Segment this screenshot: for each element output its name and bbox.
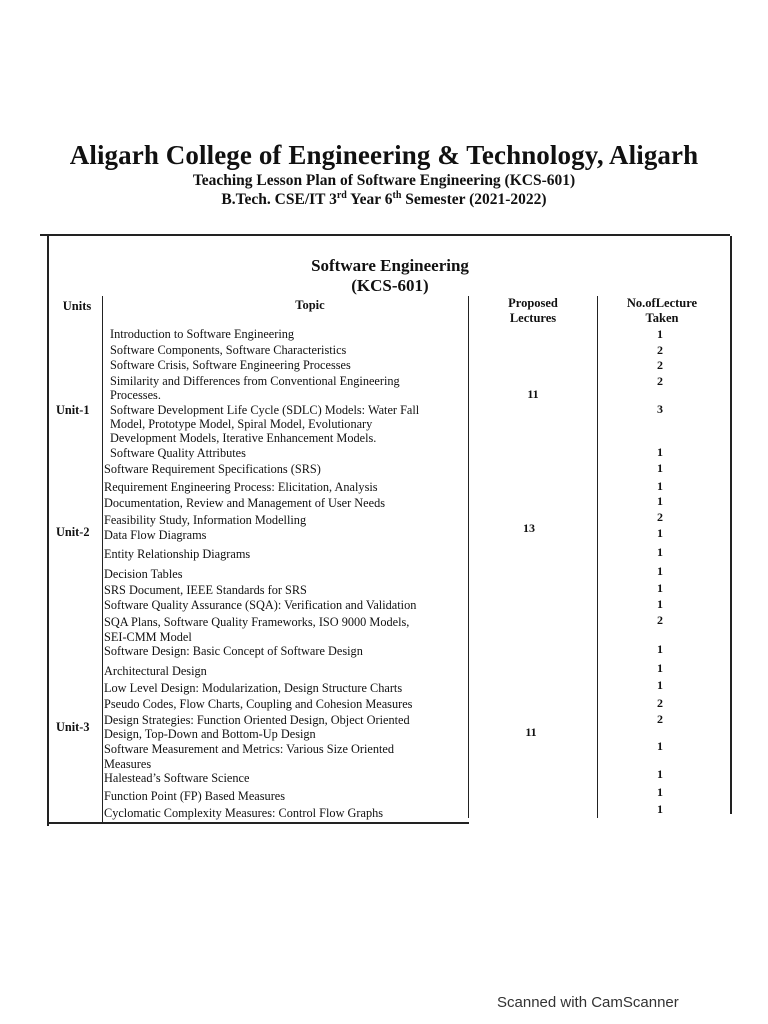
proposed-lectures: 11: [525, 725, 537, 739]
course-prefix: B.Tech. CSE/IT 3: [221, 191, 337, 208]
topic-line: Decision Tables: [104, 567, 183, 581]
topic-line: Software Quality Attributes: [110, 446, 246, 460]
table-bottom-border: [47, 822, 469, 824]
lectures-taken: 1: [657, 526, 663, 540]
lectures-taken: 2: [657, 613, 663, 627]
topic-line: Architectural Design: [104, 664, 207, 678]
topic-line: Function Point (FP) Based Measures: [104, 789, 286, 803]
topic-line: Processes.: [110, 388, 161, 402]
lectures-taken: 2: [657, 358, 663, 372]
lectures-taken: 2: [657, 510, 663, 524]
proposed-lectures: 11: [527, 387, 539, 401]
lectures-taken: 1: [657, 461, 663, 475]
topic-line: Software Design: Basic Concept of Software Design: [104, 644, 363, 658]
proposed-lectures: 13: [523, 521, 535, 535]
lectures-taken: 1: [657, 545, 663, 559]
topic-line: Similarity and Differences from Conventional Engineering: [110, 374, 400, 388]
course-mid: Year 6: [346, 191, 393, 208]
topic-line: Requirement Engineering Process: Elicitation, Analysis: [104, 480, 378, 494]
topic-line: Low Level Design: Modularization, Design Structure Charts: [104, 681, 403, 695]
col-taken-line2: Taken: [645, 311, 679, 325]
topic-line: SRS Document, IEEE Standards for SRS: [104, 583, 307, 597]
col-units-header: Units: [62, 299, 92, 313]
topic-line: Cyclomatic Complexity Measures: Control Flow Graphs: [104, 806, 384, 820]
units-divider: [102, 296, 103, 822]
lectures-taken: 1: [657, 597, 663, 611]
lectures-taken: 1: [657, 642, 663, 656]
lectures-taken: 2: [657, 696, 663, 710]
col-proposed-line1: Proposed: [508, 296, 558, 310]
lectures-taken: 1: [657, 661, 663, 675]
topic-line: Documentation, Review and Management of User Needs: [104, 496, 386, 510]
lectures-taken: 1: [657, 802, 663, 816]
subject-name: Software Engineering: [311, 256, 469, 275]
topic-line: Measures: [104, 757, 152, 771]
table-right-border: [730, 236, 732, 814]
topic-line: SEI-CMM Model: [104, 630, 192, 644]
topic-line: Data Flow Diagrams: [104, 528, 207, 542]
col-proposed-header: [493, 296, 573, 326]
col-taken-line1: No.ofLecture: [626, 296, 698, 310]
course-subtitle: [0, 190, 768, 209]
topic-line: Software Quality Assurance (SQA): Verification and Validation: [104, 598, 417, 612]
topic-divider: [468, 296, 469, 818]
lectures-taken: 1: [657, 739, 663, 753]
lectures-taken: 1: [657, 494, 663, 508]
lectures-taken: 3: [657, 402, 663, 416]
lectures-taken: 1: [657, 327, 663, 341]
lectures-taken: 2: [657, 712, 663, 726]
topic-line: Model, Prototype Model, Spiral Model, Evolutionary: [110, 417, 373, 431]
col-taken-header: [612, 296, 712, 326]
topic-line: Software Components, Software Characteristics: [110, 343, 347, 357]
proposed-divider: [597, 296, 598, 818]
lectures-taken: 1: [657, 678, 663, 692]
lectures-taken: 1: [657, 785, 663, 799]
col-topic-header: Topic: [295, 298, 325, 312]
college-title: Aligarh College of Engineering & Technology, Aligarh: [69, 140, 699, 170]
lectures-taken: 1: [657, 767, 663, 781]
lectures-taken: 2: [657, 343, 663, 357]
topic-line: SQA Plans, Software Quality Frameworks, ISO 9000 Models,: [104, 615, 410, 629]
topic-line: Software Development Life Cycle (SDLC) Models: Water Fall: [110, 403, 420, 417]
unit-label: Unit-1: [56, 403, 90, 417]
topic-line: Entity Relationship Diagrams: [104, 547, 251, 561]
lectures-taken: 1: [657, 445, 663, 459]
topic-line: Design Strategies: Function Oriented Design, Object Oriented: [104, 713, 410, 727]
topic-line: Halestead’s Software Science: [104, 771, 250, 785]
lectures-taken: 1: [657, 479, 663, 493]
topic-line: Software Requirement Specifications (SRS): [104, 462, 321, 476]
course-suffix: Semester (2021-2022): [401, 191, 547, 208]
lectures-taken: 2: [657, 374, 663, 388]
table-left-border: [47, 236, 49, 826]
course-sup1: rd: [336, 190, 347, 201]
topic-line: Software Crisis, Software Engineering Processes: [110, 358, 351, 372]
topic-line: Introduction to Software Engineering: [110, 327, 295, 341]
course-sup2: th: [392, 190, 402, 201]
unit-label: Unit-3: [56, 720, 90, 734]
topic-line: Feasibility Study, Information Modelling: [104, 513, 307, 527]
unit-label: Unit-2: [56, 525, 90, 539]
scanner-watermark: Scanned with CamScanner: [497, 994, 679, 1011]
topic-line: Software Measurement and Metrics: Various Size Oriented: [104, 742, 395, 756]
col-proposed-line2: Lectures: [509, 311, 557, 325]
plan-subtitle: Teaching Lesson Plan of Software Engineering (KCS-601): [192, 172, 576, 189]
topic-line: Development Models, Iterative Enhancement Models.: [110, 431, 377, 445]
topic-line: Pseudo Codes, Flow Charts, Coupling and Cohesion Measures: [104, 697, 413, 711]
lectures-taken: 1: [657, 564, 663, 578]
table-top-border: [40, 234, 730, 236]
subject-heading: [290, 256, 490, 296]
topic-line: Design, Top-Down and Bottom-Up Design: [104, 727, 316, 741]
subject-code: (KCS-601): [351, 276, 429, 295]
lectures-taken: 1: [657, 581, 663, 595]
